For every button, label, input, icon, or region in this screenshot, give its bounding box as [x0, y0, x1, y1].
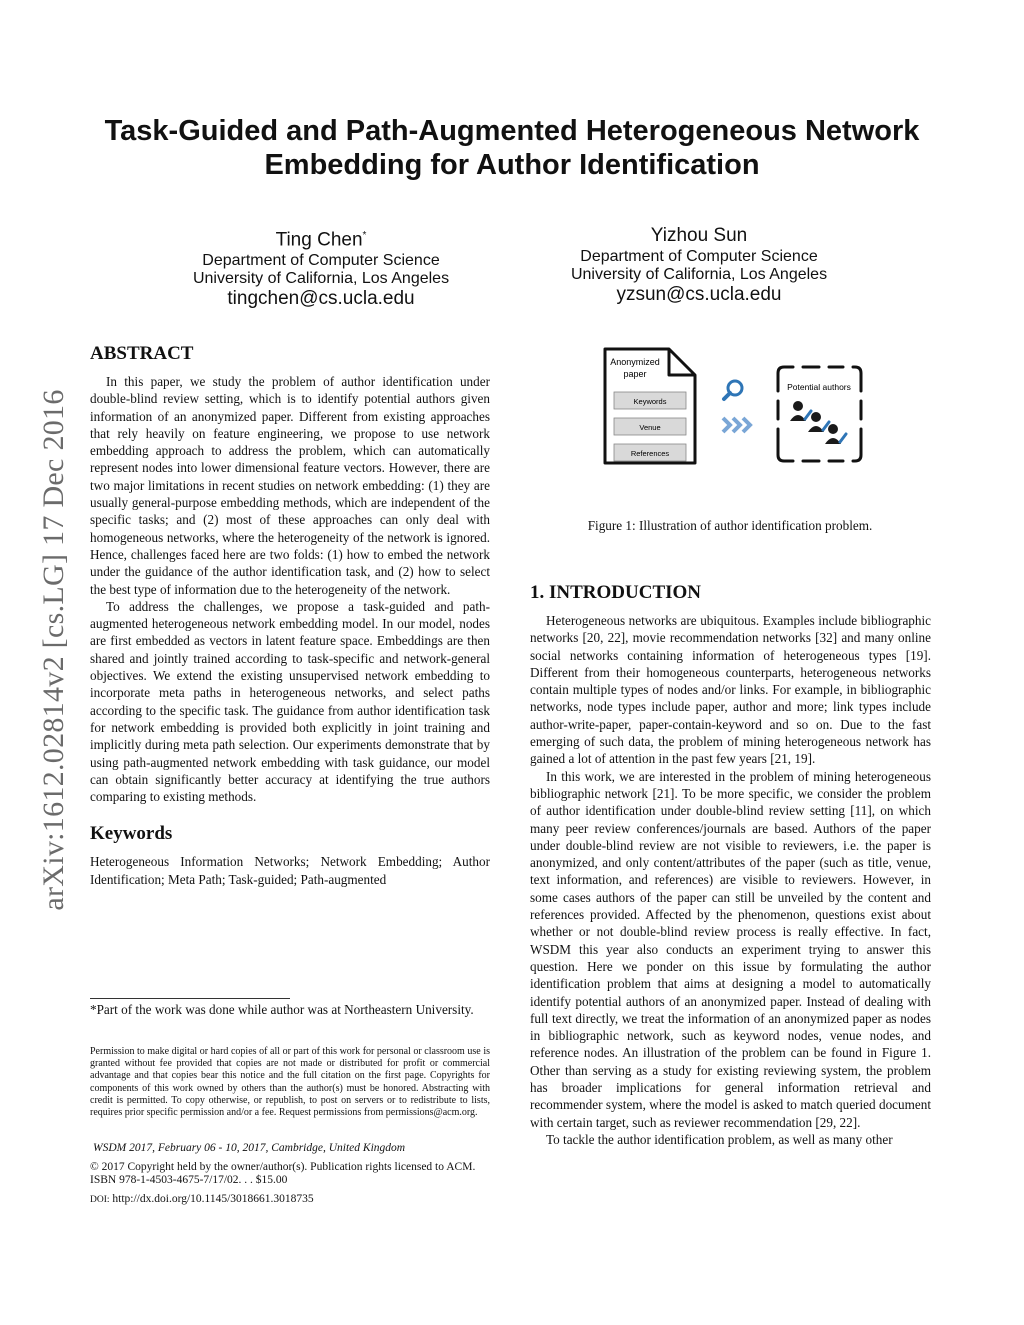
intro-paragraph-2: In this work, we are interested in the problem of mining heterogeneous bibliographic network [21]. To be more specific, we consider the problem of author identification under double-blind review setting [11], on which many peer review conferences/journals are based. Authors of the paper under double-blind review are not visible to reviewers, i.e. the paper is anonymized, and only content/attributes of the paper (such as title, venue, text information, and references) are visible to reviewers. However, in some cases authors of the paper can still be unveiled by the content and references provided. Affected by the phenomenon, questions exist about whether or not double-blind review process is really effective. In fact, WSDM this year also conducts an experiment trying to answer this question. Here we ponder on this issue by formulating the author identification problem that aims at designing a model to automatically identify potential authors of an anonymized paper. Instead of dealing with full text directly, we treat the information of an anonymized paper as nodes in bibliographic network, such as keyword nodes, venue nodes, and reference nodes. An illustration of the problem can be found in Figure 1. Other than serving as a study for existing reviewing system, the problem has broader implications for general information retrieval and recommender system, where the model is asked to match queried document with certain target, such as reviewer recommendation [29, 22]. [530, 768, 931, 1130]
right-column [530, 582, 931, 1148]
doi-label: DOI: [90, 1195, 110, 1205]
conference-info: WSDM 2017, February 06 - 10, 2017, Cambridge, United Kingdom [93, 1142, 406, 1154]
permission-notice: Permission to make digital or hard copies of all or part of this work for personal or classroom use is granted without fee provided that copies are not made or distributed for profit or commercial advantage and that copies bear this notice and the full citation on the first page. Copyrights for components of this work owned by others than the author(s) must be honored. Abstracting with credit is permitted. To copy otherwise, or republish, to post on servers or to redistribute to lists, requires prior specific permission and/or a fee. Request permissions from permissions@acm.org. [90, 1046, 490, 1119]
author-footnote-mark: * [362, 230, 367, 241]
author-block-2 [534, 224, 864, 306]
figure-caption: Figure 1: Illustration of author identification problem. [587, 518, 873, 533]
author-person-icon-2 [808, 412, 824, 432]
chevron-arrows-icon [723, 418, 750, 432]
introduction-heading: 1. INTRODUCTION [530, 582, 702, 603]
footnote-rule [90, 998, 290, 999]
isbn-line: ISBN 978-1-4503-4675-7/17/02. . . $15.00 [90, 1174, 288, 1186]
keywords-heading: Keywords [90, 823, 173, 845]
author-block-1 [156, 224, 486, 310]
author-person-icon-1 [790, 401, 806, 421]
field-label-venue: Venue [639, 423, 661, 432]
author-email[interactable]: yzsun@cs.ucla.edu [616, 284, 782, 305]
author-name: Ting Chen [275, 229, 363, 251]
author-email[interactable]: tingchen@cs.ucla.edu [227, 288, 415, 310]
magnifier-icon [724, 381, 742, 399]
arxiv-side-stamp: arXiv:1612.02814v2 [cs.LG] 17 Dec 2016 [37, 389, 70, 911]
paper-label-line-1: Anonymized [610, 357, 660, 367]
author-university: University of California, Los Angeles [192, 270, 450, 288]
author-name: Yizhou Sun [650, 225, 748, 246]
author-department: Department of Computer Science [202, 252, 440, 270]
title-line-2: Embedding for Author Identification [264, 149, 760, 181]
paper-title [80, 114, 944, 182]
author-university: University of California, Los Angeles [570, 266, 828, 283]
field-label-keywords: Keywords [633, 397, 667, 406]
figure-author-identification [597, 343, 872, 468]
copyright-block [90, 1161, 490, 1187]
field-label-references: References [630, 449, 670, 458]
abstract-heading: ABSTRACT [90, 343, 194, 364]
doi-link[interactable]: http://dx.doi.org/10.1145/3018661.3018735 [112, 1193, 314, 1205]
left-column [90, 343, 490, 888]
title-line-1: Task-Guided and Path-Augmented Heterogeneous Network [104, 115, 920, 147]
intro-paragraph-1: Heterogeneous networks are ubiquitous. Examples include bibliographic networks [20, 22], movie recommendation networks [32] and many online social networks containing information of heterogeneous types [19]. Different from their homogeneous counterparts, heterogeneous networks contain multiple types of nodes and/or links. For example, in bibliographic networks, node types include paper, author and more; link types include author-write-paper, paper-contain-keyword and so on. Due to the fast emerging of such data, the problem of mining heterogeneous network has gained a lot of attention in the past few years [21, 19]. [530, 613, 931, 767]
intro-paragraph-3: To tackle the author identification problem, as well as many other [546, 1131, 893, 1147]
doi-line [90, 1193, 314, 1205]
pen-icon-3 [840, 434, 846, 442]
abstract-paragraph-1: In this paper, we study the problem of author identification under double-blind review setting, which is to identify potential authors given information of an anonymized paper. Different from existing approaches that rely heavily on feature engineering, we propose to use network embedding approach to address the problem, which can automatically represent nodes into lower dimensional feature vectors. However, there are two major limitations in recent studies on network embedding: (1) they are usually general-purpose embedding methods, which are independent of the specific tasks; and (2) most of these approaches can only deal with homogeneous networks, where the heterogeneity of the network is ignored. Hence, challenges faced here are two folds: (1) how to embed the network under the guidance of the author identification task, and (2) how to select the best type of information due to the heterogeneity of the network. [90, 374, 490, 597]
author-department: Department of Computer Science [580, 248, 818, 265]
author-footnote: *Part of the work was done while author was at Northeastern University. [90, 1002, 474, 1017]
potential-authors-label: Potential authors [787, 382, 851, 392]
copyright-line: © 2017 Copyright held by the owner/author(s). Publication rights licensed to ACM. [90, 1161, 476, 1173]
pen-icon-1 [805, 411, 811, 419]
keywords-text: Heterogeneous Information Networks; Network Embedding; Author Identification; Meta Path; Task-guided; Path-augmented [90, 854, 490, 887]
paper-label-line-2: paper [623, 369, 647, 379]
abstract-paragraph-2: To address the challenges, we propose a task-guided and path-augmented heterogeneous network embedding model. In our model, nodes are first embedded as vectors in latent feature space. Embeddings are then shared and jointly trained according to task-specific and network-general objectives. We extend the existing unsupervised network embedding to incorporate meta paths in heterogeneous networks, and select paths according to the specific task. The guidance from author identification task for network embedding is provided both explicitly in joint training and implicitly during meta path selection. Our experiments demonstrate that by using path-augmented network embedding with task guidance, our model can obtain significantly better accuracy at identifying the true authors comparing to existing methods. [90, 598, 490, 805]
author-person-icon-3 [825, 424, 841, 444]
